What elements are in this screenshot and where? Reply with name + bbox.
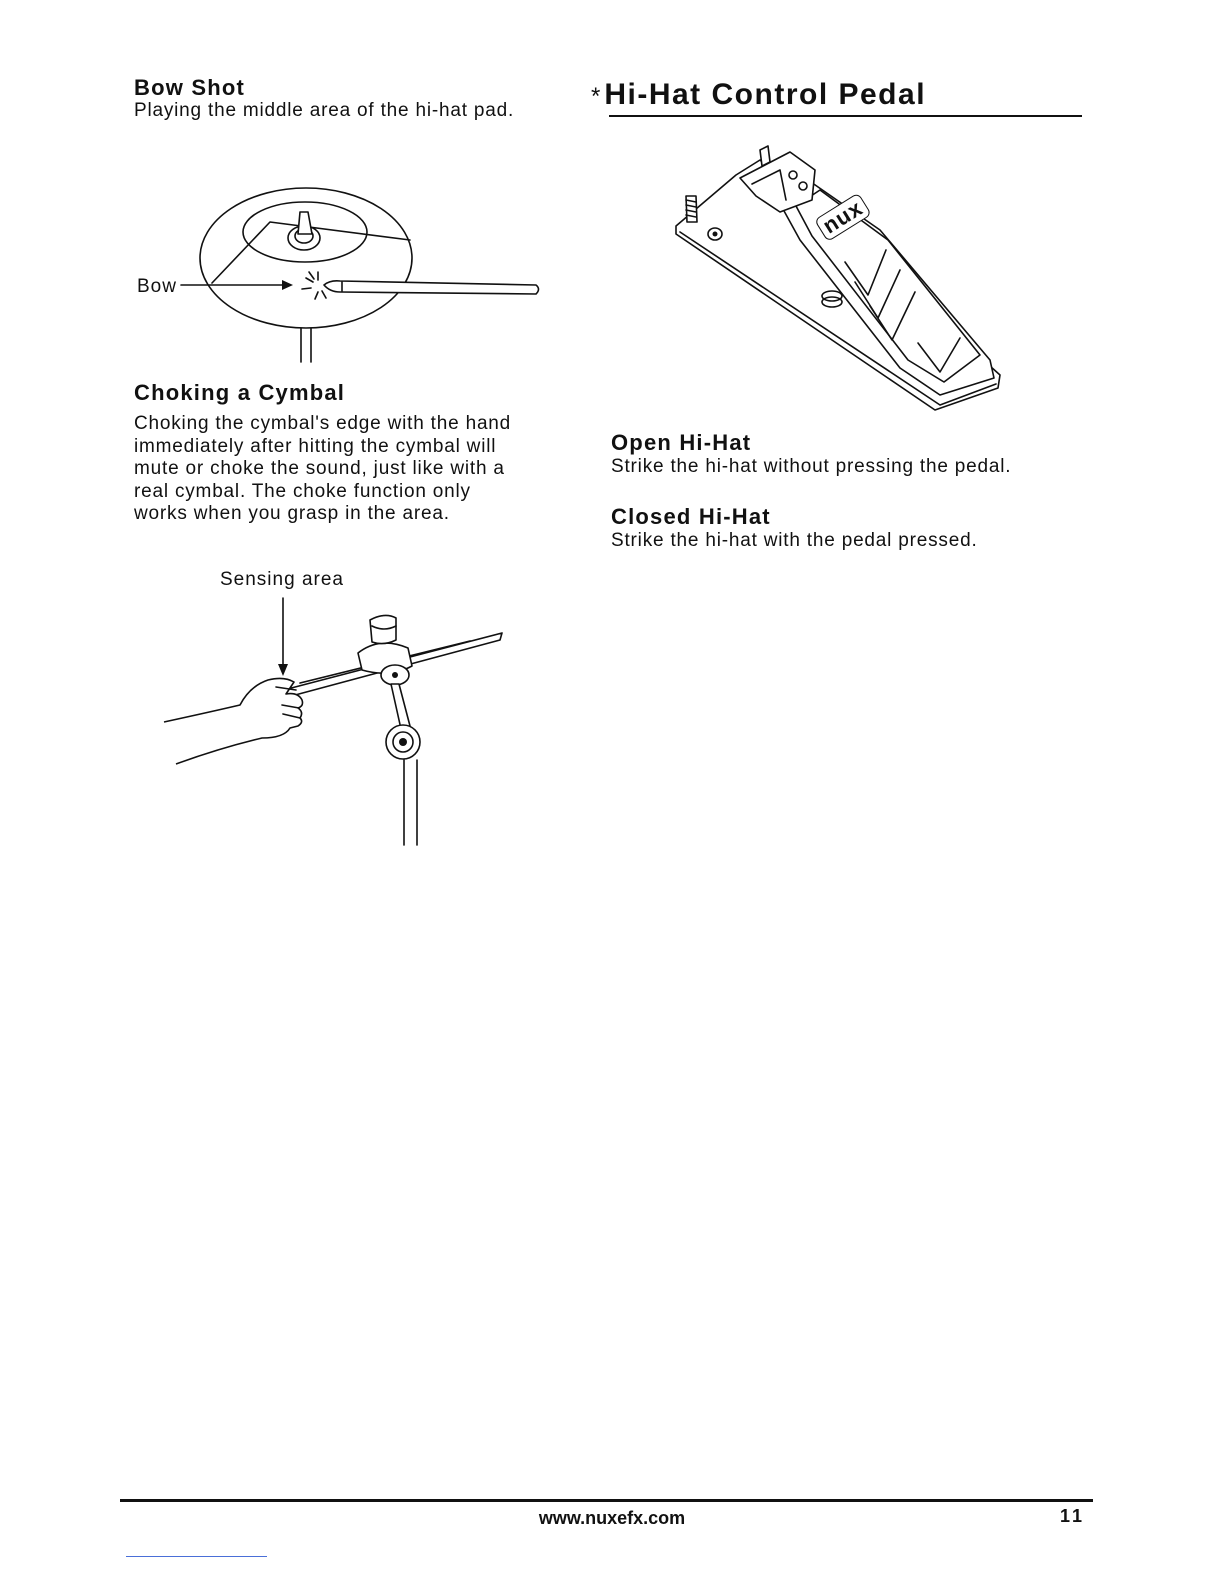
bow-label: Bow (137, 276, 177, 297)
choking-heading: Choking a Cymbal (134, 380, 346, 405)
closed-hihat-heading: Closed Hi-Hat (611, 504, 771, 529)
footer-url[interactable]: www.nuxefx.com (538, 1508, 686, 1528)
footer-rule (120, 1499, 1093, 1502)
sensing-area-label: Sensing area (220, 569, 344, 590)
choking-line: mute or choke the sound, just like with a (134, 458, 505, 479)
pedal-logo: nux (814, 192, 872, 242)
corner-divider (126, 1556, 267, 1557)
title-asterisk: * (591, 83, 601, 110)
choking-line: immediately after hitting the cymbal will (134, 435, 497, 457)
section-title: Hi-Hat Control Pedal (604, 78, 927, 111)
open-hihat-heading: Open Hi-Hat (611, 430, 752, 455)
choking-line: real cymbal. The choke function only (134, 480, 471, 502)
page-number: 11 (1060, 1506, 1086, 1526)
choking-line: works when you grasp in the area. (134, 503, 450, 524)
choking-line: Choking the cymbal's edge with the hand (134, 413, 512, 434)
open-hihat-description: Strike the hi-hat without pressing the pedal. (611, 456, 1012, 477)
bow-shot-description: Playing the middle area of the hi-hat pad. (134, 100, 515, 121)
bow-shot-heading: Bow Shot (134, 75, 246, 100)
closed-hihat-description: Strike the hi-hat with the pedal pressed. (611, 530, 978, 551)
